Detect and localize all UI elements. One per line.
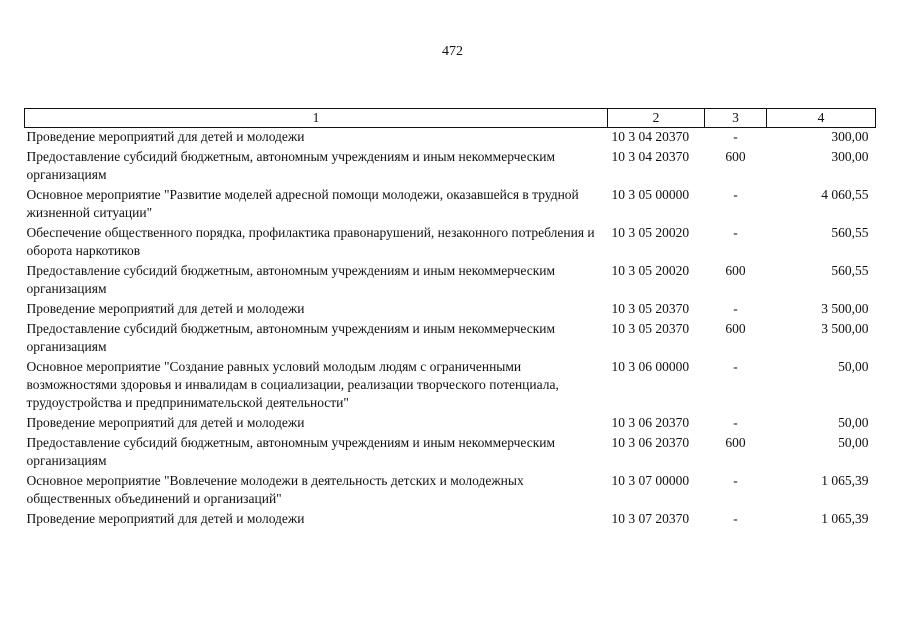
table-row [25,414,876,434]
row-code: 10 3 07 20370 [611,511,690,526]
row-type: - [733,301,738,316]
row-type: - [733,187,738,202]
budget-table [24,108,876,530]
row-code: 10 3 06 00000 [611,359,690,374]
row-name: Обеспечение общественного порядка, профилактика правонарушений, незаконного потребления и оборота наркотиков [26,225,595,258]
row-amount: 3 500,00 [821,321,869,336]
row-code: 10 3 05 00000 [611,187,690,202]
table-row [25,472,876,510]
table-row [25,320,876,358]
row-amount: 50,00 [838,359,869,374]
table-row [25,262,876,300]
table-header-row [25,109,876,128]
row-type: 600 [725,149,746,164]
row-type: 600 [725,263,746,278]
row-name: Проведение мероприятий для детей и молодежи [26,511,305,526]
row-type: - [733,473,738,488]
table-row [25,224,876,262]
row-type: - [733,359,738,374]
row-code: 10 3 05 20020 [611,263,690,278]
row-code: 10 3 07 00000 [611,473,690,488]
row-name: Предоставление субсидий бюджетным, автономным учреждениям и иным некоммерческим организациям [26,321,556,354]
row-amount: 3 500,00 [821,301,869,316]
row-name: Основное мероприятие "Создание равных условий молодым людям с ограниченными возможностями здоровья и инвалидам в социализации, реализации творческого потенциала, трудоустройства и предпринимательской деятельности" [26,359,559,410]
table-row [25,186,876,224]
row-amount: 50,00 [838,415,869,430]
row-type: - [733,511,738,526]
row-type: - [733,129,738,144]
row-name: Проведение мероприятий для детей и молодежи [26,129,305,144]
row-name: Основное мероприятие "Вовлечение молодежи в деятельность детских и молодежных общественных объединений и организаций" [26,473,524,506]
table-row [25,300,876,320]
row-amount: 560,55 [831,225,869,240]
row-code: 10 3 06 20370 [611,435,690,450]
row-amount: 1 065,39 [821,473,869,488]
row-amount: 1 065,39 [821,511,869,526]
row-name: Проведение мероприятий для детей и молодежи [26,415,305,430]
column-header-1: 1 [25,109,608,128]
column-header-2: 2 [608,109,705,128]
row-amount: 560,55 [831,263,869,278]
column-header-3: 3 [705,109,767,128]
row-type: 600 [725,321,746,336]
table-row [25,358,876,414]
row-amount: 300,00 [831,149,869,164]
row-code: 10 3 04 20370 [611,149,690,164]
table-row [25,434,876,472]
table-row [25,148,876,186]
table-row [25,128,876,149]
row-name: Предоставление субсидий бюджетным, автономным учреждениям и иным некоммерческим организациям [26,263,556,296]
row-name: Основное мероприятие "Развитие моделей адресной помощи молодежи, оказавшейся в трудной жизненной ситуации" [26,187,579,220]
row-amount: 4 060,55 [821,187,869,202]
row-amount: 300,00 [831,129,869,144]
row-code: 10 3 06 20370 [611,415,690,430]
row-code: 10 3 04 20370 [611,129,690,144]
column-header-4: 4 [767,109,876,128]
row-code: 10 3 05 20370 [611,301,690,316]
row-type: 600 [725,435,746,450]
row-name: Предоставление субсидий бюджетным, автономным учреждениям и иным некоммерческим организациям [26,149,556,182]
row-name: Предоставление субсидий бюджетным, автономным учреждениям и иным некоммерческим организациям [26,435,556,468]
row-name: Проведение мероприятий для детей и молодежи [26,301,305,316]
page-number: 472 [442,44,463,59]
row-type: - [733,415,738,430]
row-code: 10 3 05 20370 [611,321,690,336]
row-amount: 50,00 [838,435,869,450]
row-code: 10 3 05 20020 [611,225,690,240]
table-row [25,510,876,530]
row-type: - [733,225,738,240]
